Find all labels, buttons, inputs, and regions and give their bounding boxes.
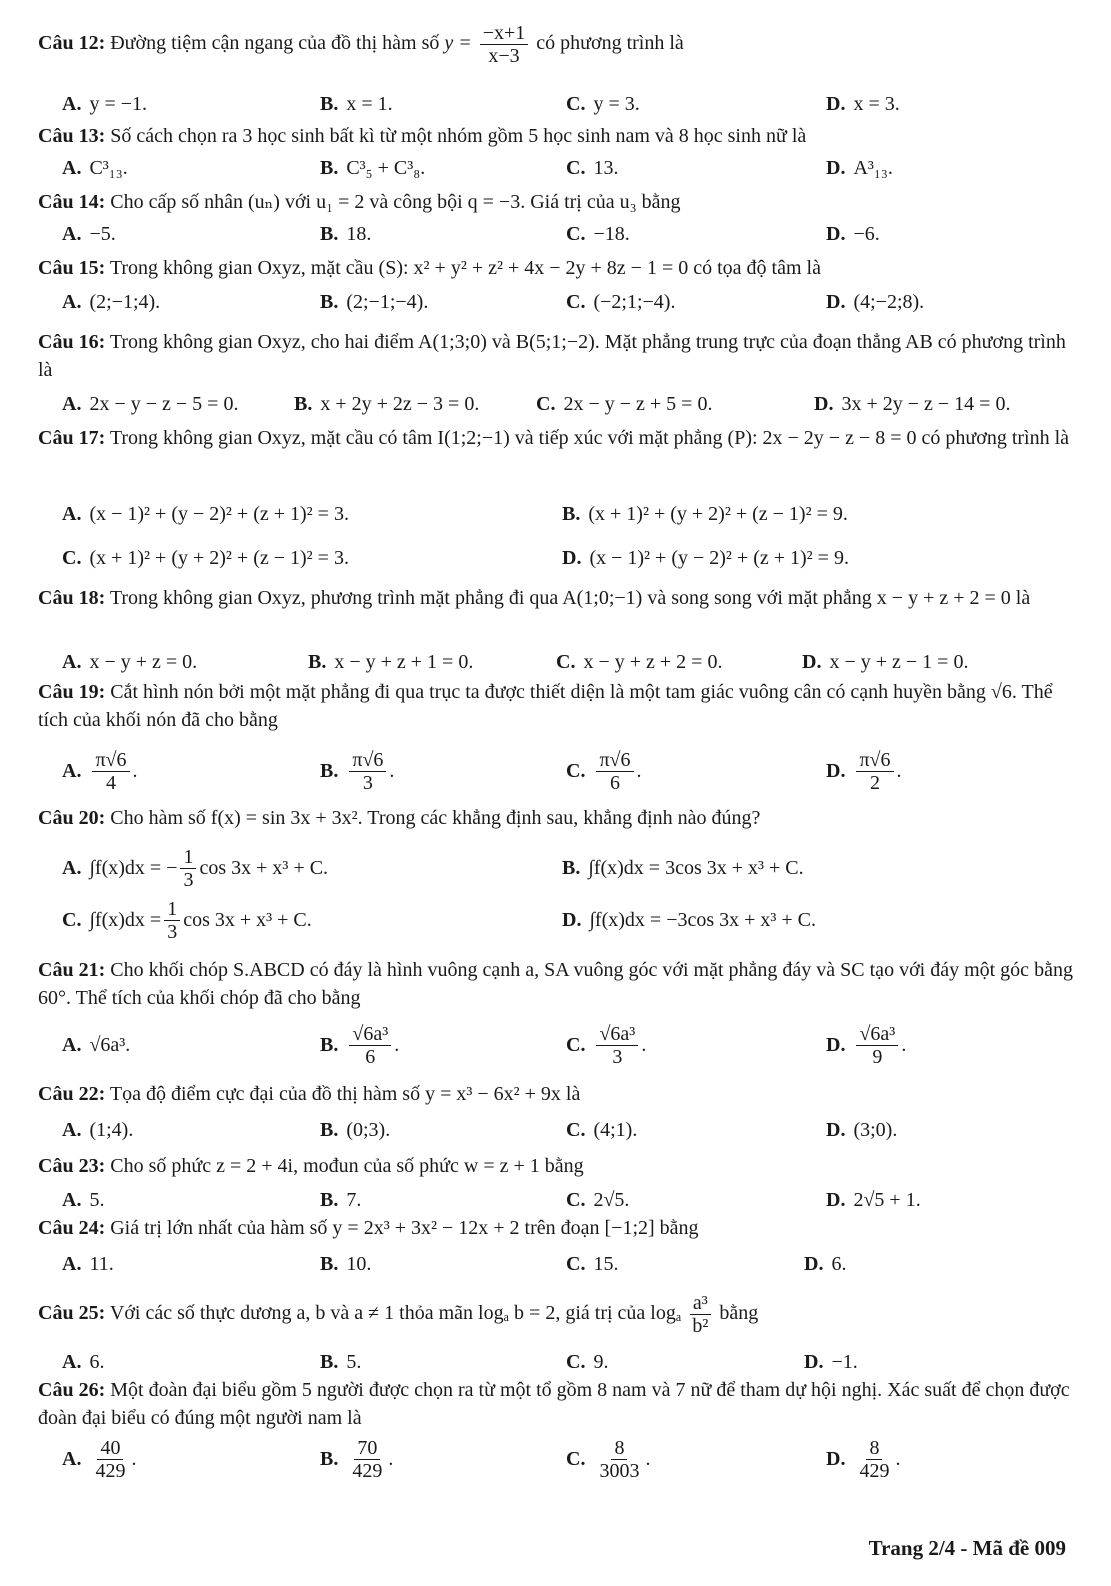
option-value: (2;−1;4). (89, 290, 161, 313)
fraction-numerator: 1 (164, 898, 180, 921)
option-expr: ∫f(x)dx = −3cos 3x + x³ + C. (589, 908, 817, 931)
question-text: Cắt hình nón bởi một mặt phẳng đi qua trục ta được thiết diện là một tam giác vuông cân có cạnh huyền bằng √6. Thể tích của khối nón đã cho bằng (38, 681, 1053, 731)
option-value: (4;−2;8). (853, 290, 925, 313)
question-text: Đường tiệm cận ngang của đồ thị hàm số (105, 32, 445, 55)
option-value: x − y + z + 1 = 0. (334, 650, 474, 673)
question-14 (38, 188, 1078, 216)
option-a[interactable] (62, 148, 128, 188)
question-label: Câu 16: (38, 331, 106, 353)
function-lhs: y = (444, 32, 472, 55)
question-12 (38, 22, 1078, 67)
option-label: D. (562, 908, 582, 931)
option-value: (3;0). (853, 1118, 898, 1141)
fraction-denominator: 3 (612, 1045, 623, 1068)
option-expr: ∫f(x)dx = − (89, 856, 178, 879)
option-a[interactable] (62, 384, 238, 424)
option-a[interactable] (62, 214, 116, 254)
question-text-end: có phương trình là (531, 32, 684, 55)
fraction-denominator: 3003 (599, 1459, 640, 1482)
question-label: Câu 26: (38, 1379, 106, 1401)
question-26 (38, 1376, 1078, 1432)
option-label: C. (536, 392, 556, 415)
question-23 (38, 1152, 1078, 1180)
option-value: 6. (831, 1252, 847, 1275)
option-label: A. (62, 759, 82, 782)
option-a[interactable] (62, 1244, 114, 1284)
fraction-denominator: 2 (869, 771, 880, 794)
question-label: Câu 20: (38, 807, 106, 829)
option-a[interactable] (62, 642, 197, 682)
fraction-denominator: 429 (352, 1459, 383, 1482)
question-label: Câu 23: (38, 1155, 106, 1177)
fraction-denominator: 3 (167, 920, 178, 943)
option-a[interactable] (62, 1110, 133, 1150)
option-value: 5. (89, 1188, 105, 1211)
option-d[interactable] (826, 282, 924, 322)
option-label: C. (566, 1350, 586, 1373)
option-label: B. (320, 1447, 339, 1470)
question-text: Số cách chọn ra 3 học sinh bất kì từ một nhóm gồm 5 học sinh nam và 8 học sinh nữ là (105, 125, 807, 147)
fraction-numerator: a³ (690, 1292, 711, 1315)
question-text: Cho khối chóp S.ABCD có đáy là hình vuông cạnh a, SA vuông góc với mặt phẳng đáy và SC tạo với đáy một góc bằng 60°. Thể tích của khối chóp đã cho bằng (38, 959, 1073, 1009)
question-label: Câu 15: (38, 257, 106, 279)
option-label: B. (320, 290, 339, 313)
option-value: 6. (89, 1350, 105, 1373)
fraction-denominator: 9 (872, 1045, 883, 1068)
option-label: D. (804, 1350, 824, 1373)
question-text: Trong không gian Oxyz, cho hai điểm A(1;3;0) và B(5;1;−2). Mặt phẳng trung trực của đoạn thẳng AB có phương trình là (38, 331, 1066, 381)
question-label: Câu 25: (38, 1302, 106, 1325)
option-label: D. (802, 650, 822, 673)
option-d[interactable] (826, 1110, 897, 1150)
option-a[interactable] (62, 84, 147, 124)
option-value: (0;3). (346, 1118, 391, 1141)
fraction-denominator: 3 (183, 868, 194, 891)
option-label: D. (826, 1033, 846, 1056)
option-label: B. (320, 1033, 339, 1056)
option-d[interactable] (562, 538, 849, 578)
option-value: 7. (346, 1188, 362, 1211)
option-value: 11. (89, 1252, 114, 1275)
option-label: A. (62, 290, 82, 313)
option-b[interactable] (562, 842, 804, 894)
fraction-denominator: b² (692, 1315, 709, 1337)
option-label: A. (62, 1252, 82, 1275)
option-a[interactable]: A. $\frac{\pi√6}{4}$ . (62, 748, 138, 794)
question-15 (38, 254, 1078, 282)
option-value: y = 3. (593, 92, 640, 115)
question-label: Câu 22: (38, 1083, 106, 1105)
fraction-numerator: √6a³ (349, 1023, 391, 1046)
option-value: (x − 1)² + (y − 2)² + (z + 1)² = 3. (89, 502, 349, 525)
option-label: D. (804, 1252, 824, 1275)
option-label: A. (62, 222, 82, 245)
option-d[interactable] (826, 214, 880, 254)
option-c[interactable] (536, 384, 712, 424)
option-value: −18. (593, 222, 630, 245)
fraction-numerator: 70 (354, 1437, 380, 1460)
option-value: (x + 1)² + (y + 2)² + (z − 1)² = 3. (89, 546, 349, 569)
option-d[interactable] (804, 1244, 846, 1284)
option-label: A. (62, 1350, 82, 1373)
option-value: 2√5 + 1. (853, 1188, 921, 1211)
option-label: C. (566, 759, 586, 782)
option-label: C. (566, 92, 586, 115)
option-label: B. (562, 856, 581, 879)
question-20 (38, 804, 1078, 832)
options-17-row2 (62, 538, 1072, 578)
option-a[interactable] (62, 494, 349, 534)
option-label: A. (62, 502, 82, 525)
option-label: C. (566, 1033, 586, 1056)
option-value: A³₁₃. (853, 156, 893, 179)
option-label: D. (826, 1447, 846, 1470)
options-21 (62, 1018, 1072, 1072)
option-d[interactable] (814, 384, 1010, 424)
option-d[interactable] (826, 148, 893, 188)
question-label: Câu 19: (38, 681, 106, 703)
fraction-denominator: 6 (609, 771, 620, 794)
option-value: 2x − y − z + 5 = 0. (563, 392, 713, 415)
option-label: A. (62, 392, 82, 415)
option-label: A. (62, 92, 82, 115)
option-label: B. (320, 1118, 339, 1141)
option-label: D. (562, 546, 582, 569)
options-13 (62, 148, 1072, 188)
option-value: 15. (593, 1252, 619, 1275)
option-label: A. (62, 650, 82, 673)
question-label: Câu 21: (38, 959, 106, 981)
option-c[interactable] (566, 84, 640, 124)
option-d[interactable]: D. $\frac{\text{√6a³}}{9}$ . (826, 1022, 907, 1068)
question-text: Giá trị lớn nhất của hàm số y = 2x³ + 3x² − 12x + 2 trên đoạn [−1;2] bằng (105, 1217, 699, 1239)
option-label: B. (294, 392, 313, 415)
option-label: C. (566, 290, 586, 313)
fraction-numerator: π√6 (349, 749, 386, 772)
option-d[interactable] (802, 642, 968, 682)
option-value: C³₅ + C³₈. (346, 156, 426, 179)
option-a[interactable] (62, 282, 160, 322)
options-17-row1 (62, 494, 1072, 534)
option-b[interactable]: B. $\frac{\pi√6}{3}$ . (320, 748, 395, 794)
option-c[interactable] (566, 1244, 618, 1284)
option-value: y = −1. (89, 92, 148, 115)
option-a[interactable]: A. $\frac{40}{429}$ . (62, 1436, 137, 1482)
fraction-denominator: 3 (362, 771, 373, 794)
option-value: (2;−1;−4). (346, 290, 429, 313)
option-d[interactable] (562, 894, 816, 946)
option-b[interactable]: B. $\frac{70}{429}$ . (320, 1436, 394, 1482)
option-value: 2√5. (593, 1188, 630, 1211)
option-label: D. (826, 92, 846, 115)
option-label: B. (562, 502, 581, 525)
option-label: A. (62, 1118, 82, 1141)
question-16 (38, 328, 1078, 384)
option-c[interactable]: C. $\frac{\text{√6a³}}{3}$ . (566, 1022, 647, 1068)
option-label: D. (826, 222, 846, 245)
option-value: −6. (853, 222, 880, 245)
option-value: x + 2y + 2z − 3 = 0. (320, 392, 480, 415)
option-value: 5. (346, 1350, 362, 1373)
option-label: D. (826, 1118, 846, 1141)
option-label: C. (566, 156, 586, 179)
options-14 (62, 214, 1072, 254)
option-label: A. (62, 1447, 82, 1470)
question-19 (38, 678, 1078, 734)
option-value: x = 1. (346, 92, 393, 115)
option-label: C. (62, 546, 82, 569)
option-label: D. (826, 759, 846, 782)
fraction-numerator: −x+1 (480, 22, 529, 45)
question-label: Câu 12: (38, 32, 106, 55)
option-label: B. (320, 222, 339, 245)
fraction-denominator: 429 (859, 1459, 890, 1482)
fraction-denominator: 429 (95, 1459, 126, 1482)
question-25 (38, 1292, 1078, 1337)
question-text: Một đoàn đại biểu gồm 5 người được chọn ra từ một tổ gồm 8 nam và 7 nữ để tham dự hội nghị. Xác suất để chọn được đoàn đại biểu có đúng một người nam là (38, 1379, 1070, 1429)
question-17 (38, 424, 1078, 452)
option-value: 3x + 2y − z − 14 = 0. (841, 392, 1011, 415)
option-c[interactable] (566, 282, 675, 322)
option-label: C. (62, 908, 82, 931)
option-c[interactable] (556, 642, 722, 682)
option-c[interactable] (566, 214, 630, 254)
question-label: Câu 13: (38, 125, 106, 147)
option-label: B. (320, 92, 339, 115)
question-text: Tọa độ điểm cực đại của đồ thị hàm số y = x³ − 6x² + 9x là (105, 1083, 581, 1105)
option-label: C. (566, 1252, 586, 1275)
option-label: B. (320, 1188, 339, 1211)
question-label: Câu 18: (38, 587, 106, 609)
option-label: C. (566, 1188, 586, 1211)
option-value: (−2;1;−4). (593, 290, 676, 313)
option-label: B. (320, 1350, 339, 1373)
option-value: x = 3. (853, 92, 900, 115)
option-expr: ∫f(x)dx = (89, 908, 162, 931)
option-value: −1. (831, 1350, 858, 1373)
fraction-denominator: x−3 (488, 45, 520, 67)
option-label: B. (320, 156, 339, 179)
option-label: C. (566, 1118, 586, 1141)
options-19 (62, 744, 1072, 798)
option-expr: ∫f(x)dx = 3cos 3x + x³ + C. (588, 856, 804, 879)
option-d[interactable]: D. $\frac{8}{429}$ . (826, 1436, 901, 1482)
fraction-numerator: 40 (97, 1437, 123, 1460)
option-a[interactable] (62, 1018, 130, 1072)
question-text: Cho số phức z = 2 + 4i, mođun của số phức w = z + 1 bằng (105, 1155, 584, 1177)
option-b[interactable] (320, 282, 428, 322)
option-expr-end: cos 3x + x³ + C. (199, 856, 329, 879)
question-text: Cho cấp số nhân (uₙ) với u₁ = 2 và công bội q = −3. Giá trị của u₃ bằng (105, 191, 681, 213)
option-expr-end: cos 3x + x³ + C. (183, 908, 312, 931)
options-26 (62, 1432, 1072, 1486)
option-b[interactable] (320, 1244, 371, 1284)
option-c[interactable]: C. $\frac{\pi√6}{6}$ . (566, 748, 642, 794)
question-text: Trong không gian Oxyz, mặt cầu (S): x² + y² + z² + 4x − 2y + 8z − 1 = 0 có tọa độ tâm là (105, 257, 821, 279)
option-value: √6a³. (89, 1033, 131, 1056)
option-label: B. (320, 1252, 339, 1275)
options-22 (62, 1110, 1072, 1150)
question-13 (38, 122, 1078, 150)
options-24 (62, 1244, 1072, 1284)
fraction-numerator: π√6 (92, 749, 129, 772)
question-21 (38, 956, 1078, 1012)
option-value: x − y + z + 2 = 0. (583, 650, 723, 673)
option-b[interactable] (320, 1110, 390, 1150)
question-24 (38, 1214, 1078, 1242)
fraction-numerator: √6a³ (856, 1023, 898, 1046)
question-text-end: bằng (714, 1302, 759, 1325)
fraction-denominator: 6 (365, 1045, 376, 1068)
page-footer: Trang 2/4 - Mã đề 009 (868, 1536, 1066, 1560)
option-value: (4;1). (593, 1118, 638, 1141)
option-label: A. (62, 856, 82, 879)
question-label: Câu 14: (38, 191, 106, 213)
option-label: C. (556, 650, 576, 673)
question-label: Câu 24: (38, 1217, 106, 1239)
option-b[interactable] (308, 642, 473, 682)
options-18 (62, 642, 1072, 682)
options-15 (62, 282, 1072, 322)
option-value: 9. (593, 1350, 609, 1373)
log-fraction (689, 1292, 711, 1337)
option-c[interactable] (566, 1110, 637, 1150)
fraction-numerator: √6a³ (596, 1023, 638, 1046)
options-16 (62, 384, 1072, 424)
fraction-numerator: π√6 (596, 749, 633, 772)
option-c[interactable] (62, 894, 312, 946)
option-d[interactable]: D. $\frac{\pi√6}{2}$ . (826, 748, 902, 794)
option-label: D. (826, 290, 846, 313)
option-value: (x − 1)² + (y − 2)² + (z + 1)² = 9. (589, 546, 849, 569)
question-22 (38, 1080, 1078, 1108)
question-text: Trong không gian Oxyz, phương trình mặt phẳng đi qua A(1;0;−1) và song song với mặt phẳng x − y + z + 2 = 0 là (105, 587, 1031, 609)
option-c[interactable] (566, 148, 618, 188)
option-label: B. (320, 759, 339, 782)
function-fraction (480, 22, 529, 67)
option-label: A. (62, 1033, 82, 1056)
question-18 (38, 584, 1078, 612)
option-label: B. (308, 650, 327, 673)
options-12 (62, 84, 1072, 124)
option-d[interactable] (826, 84, 900, 124)
options-20-row1 (62, 842, 1072, 894)
option-a[interactable] (62, 842, 328, 894)
question-text: Cho hàm số f(x) = sin 3x + 3x². Trong các khẳng định sau, khẳng định nào đúng? (105, 807, 761, 829)
option-label: D. (826, 156, 846, 179)
question-text: Với các số thực dương a, b và a ≠ 1 thỏa mãn logₐ b = 2, giá trị của logₐ (105, 1302, 682, 1325)
option-value: 13. (593, 156, 619, 179)
option-label: D. (826, 1188, 846, 1211)
fraction-denominator: 4 (105, 771, 116, 794)
options-20-row2 (62, 894, 1072, 946)
option-value: −5. (89, 222, 116, 245)
option-value: x − y + z − 1 = 0. (829, 650, 969, 673)
option-label: C. (566, 1447, 586, 1470)
option-b[interactable]: B. $\frac{\text{√6a³}}{6}$ . (320, 1022, 400, 1068)
option-b[interactable] (320, 214, 371, 254)
option-b[interactable] (320, 148, 425, 188)
fraction-numerator: 8 (866, 1437, 882, 1460)
option-value: (x + 1)² + (y + 2)² + (z − 1)² = 9. (588, 502, 848, 525)
fraction-numerator: π√6 (856, 749, 893, 772)
option-c[interactable]: C. $\frac{8}{3003}$ . (566, 1436, 651, 1482)
option-label: C. (566, 222, 586, 245)
option-value: x − y + z = 0. (89, 650, 198, 673)
option-label: D. (814, 392, 834, 415)
question-text: Trong không gian Oxyz, mặt cầu có tâm I(1;2;−1) và tiếp xúc với mặt phẳng (P): 2x − 2y − z − 8 = 0 có phương trình là (105, 427, 1070, 449)
option-label: A. (62, 1188, 82, 1211)
option-b[interactable] (320, 84, 393, 124)
fraction-numerator: 8 (611, 1437, 627, 1460)
option-b[interactable] (294, 384, 479, 424)
option-value: C³₁₃. (89, 156, 128, 179)
option-value: 2x − y − z − 5 = 0. (89, 392, 239, 415)
option-value: 18. (346, 222, 372, 245)
option-value: (1;4). (89, 1118, 134, 1141)
option-label: A. (62, 156, 82, 179)
question-label: Câu 17: (38, 427, 106, 449)
option-value: 10. (346, 1252, 372, 1275)
option-c[interactable] (62, 538, 349, 578)
fraction-numerator: 1 (180, 846, 196, 869)
option-b[interactable] (562, 494, 848, 534)
